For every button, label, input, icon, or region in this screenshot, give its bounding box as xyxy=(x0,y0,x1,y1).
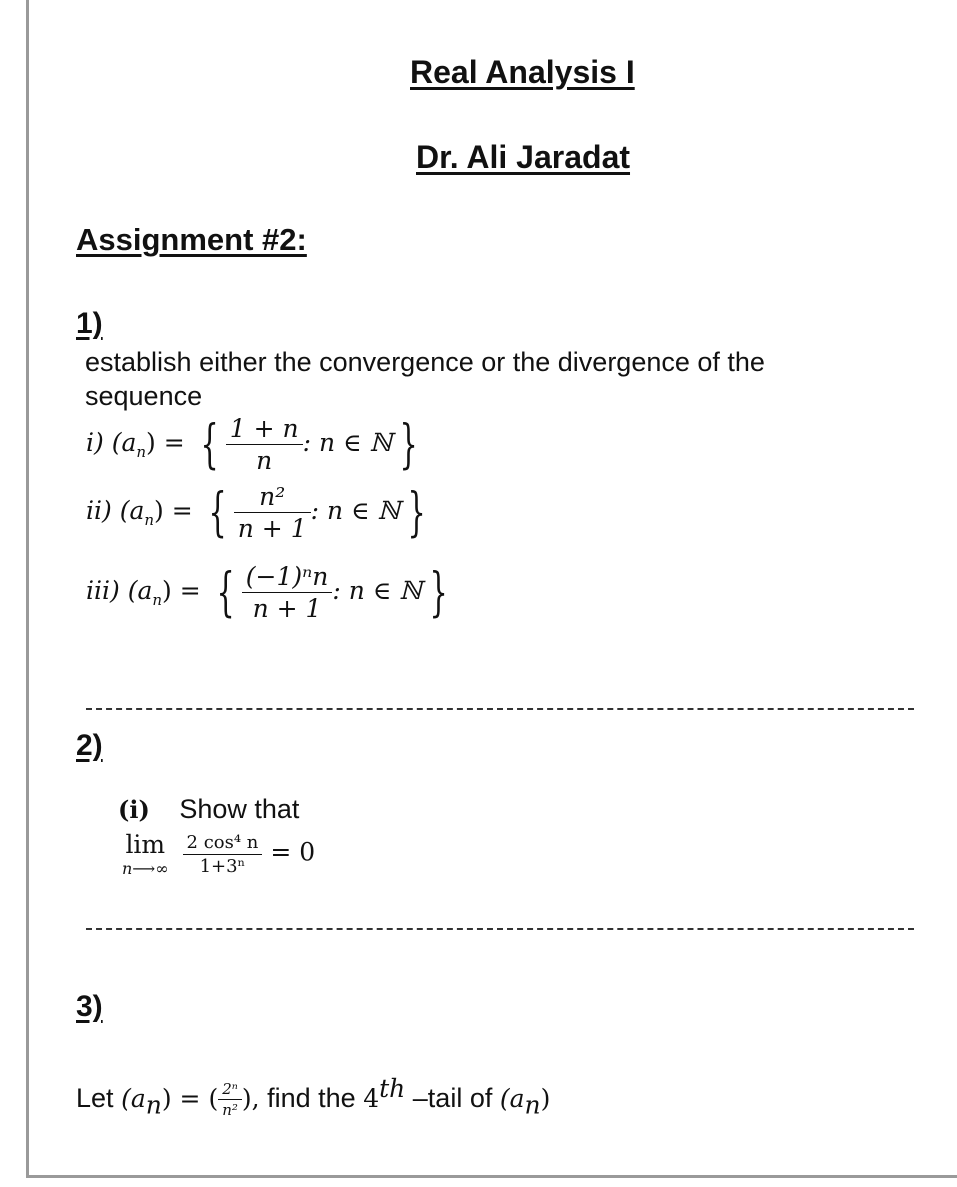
lim-subscript: n⟶∞ xyxy=(122,859,169,878)
section-divider-2 xyxy=(86,928,914,930)
denominator: n xyxy=(256,446,273,475)
sequence-equals: ) = xyxy=(162,576,201,605)
set-condition: : n ∈ ℕ xyxy=(332,576,423,605)
item-label: i) xyxy=(86,428,104,457)
question-1-number: 1) xyxy=(76,307,103,340)
limit-fraction xyxy=(183,832,263,877)
denominator: n + 1 xyxy=(237,514,307,543)
item-label: iii) xyxy=(86,576,120,605)
tail-sequence: (a xyxy=(499,1084,525,1113)
course-title: Real Analysis I xyxy=(410,54,635,90)
subscript: n xyxy=(152,591,163,609)
left-brace: { xyxy=(200,414,219,475)
equals-paren: ) = ( xyxy=(161,1084,219,1113)
subscript: n xyxy=(136,443,147,461)
question-1-text-line1: establish either the convergence or the divergence of the xyxy=(85,347,765,377)
denominator: n + 1 xyxy=(252,594,322,623)
tail-close-paren: ) xyxy=(540,1084,551,1113)
numerator: 2ⁿ xyxy=(218,1080,242,1100)
denominator: 1+3ⁿ xyxy=(199,855,246,877)
subscript: n xyxy=(524,1090,541,1120)
part-label: (i) xyxy=(118,795,150,824)
fraction xyxy=(218,1080,242,1119)
close-paren: ), xyxy=(241,1084,260,1113)
sequence-item-ii xyxy=(86,482,433,543)
section-divider-1 xyxy=(86,708,914,710)
left-brace: { xyxy=(208,482,227,543)
tail-text: –tail of xyxy=(412,1083,493,1113)
right-brace: } xyxy=(429,562,448,623)
find-text: find the xyxy=(267,1083,356,1113)
sequence-lhs: (a xyxy=(119,496,145,525)
ordinal-number: 4 xyxy=(363,1084,380,1113)
numerator: (−1)ⁿn xyxy=(242,562,333,593)
item-label: ii) xyxy=(86,496,112,525)
right-brace: } xyxy=(407,482,426,543)
sequence-symbol: (a xyxy=(121,1084,146,1113)
fraction xyxy=(242,562,333,623)
assignment-heading: Assignment #2: xyxy=(76,222,307,257)
fraction xyxy=(234,482,311,543)
limit-expression xyxy=(122,830,315,878)
numerator: n² xyxy=(234,482,311,513)
limit-result: = 0 xyxy=(270,837,316,867)
sequence-equals: ) = xyxy=(154,496,193,525)
denominator: n² xyxy=(222,1101,238,1120)
instructor-name: Dr. Ali Jaradat xyxy=(416,139,631,175)
question-3-text xyxy=(76,1074,550,1119)
question-1-text-line2: sequence xyxy=(85,381,203,411)
sequence-equals: ) = xyxy=(146,428,185,457)
sequence-lhs: (a xyxy=(127,576,153,605)
lim-text: lim xyxy=(125,830,166,859)
question-2-part-i xyxy=(118,794,299,825)
numerator: 1 + n xyxy=(226,414,303,445)
page-border-bottom xyxy=(26,1175,957,1178)
question-2-number: 2) xyxy=(76,729,103,762)
sequence-item-i xyxy=(86,414,425,475)
sequence-lhs: (a xyxy=(111,428,137,457)
page-border-left xyxy=(26,0,29,1178)
set-condition: : n ∈ ℕ xyxy=(302,428,393,457)
question-3-number: 3) xyxy=(76,990,103,1023)
part-text: Show that xyxy=(179,794,300,824)
ordinal-suffix: th xyxy=(379,1074,406,1103)
limit-operator xyxy=(122,830,169,878)
right-brace: } xyxy=(399,414,418,475)
subscript: n xyxy=(144,511,155,529)
left-brace: { xyxy=(216,562,235,623)
subscript: n xyxy=(145,1090,162,1120)
set-condition: : n ∈ ℕ xyxy=(310,496,401,525)
numerator: 2 cos⁴ n xyxy=(183,832,263,855)
fraction xyxy=(226,414,303,475)
let-word: Let xyxy=(76,1083,114,1113)
sequence-item-iii xyxy=(86,562,455,623)
